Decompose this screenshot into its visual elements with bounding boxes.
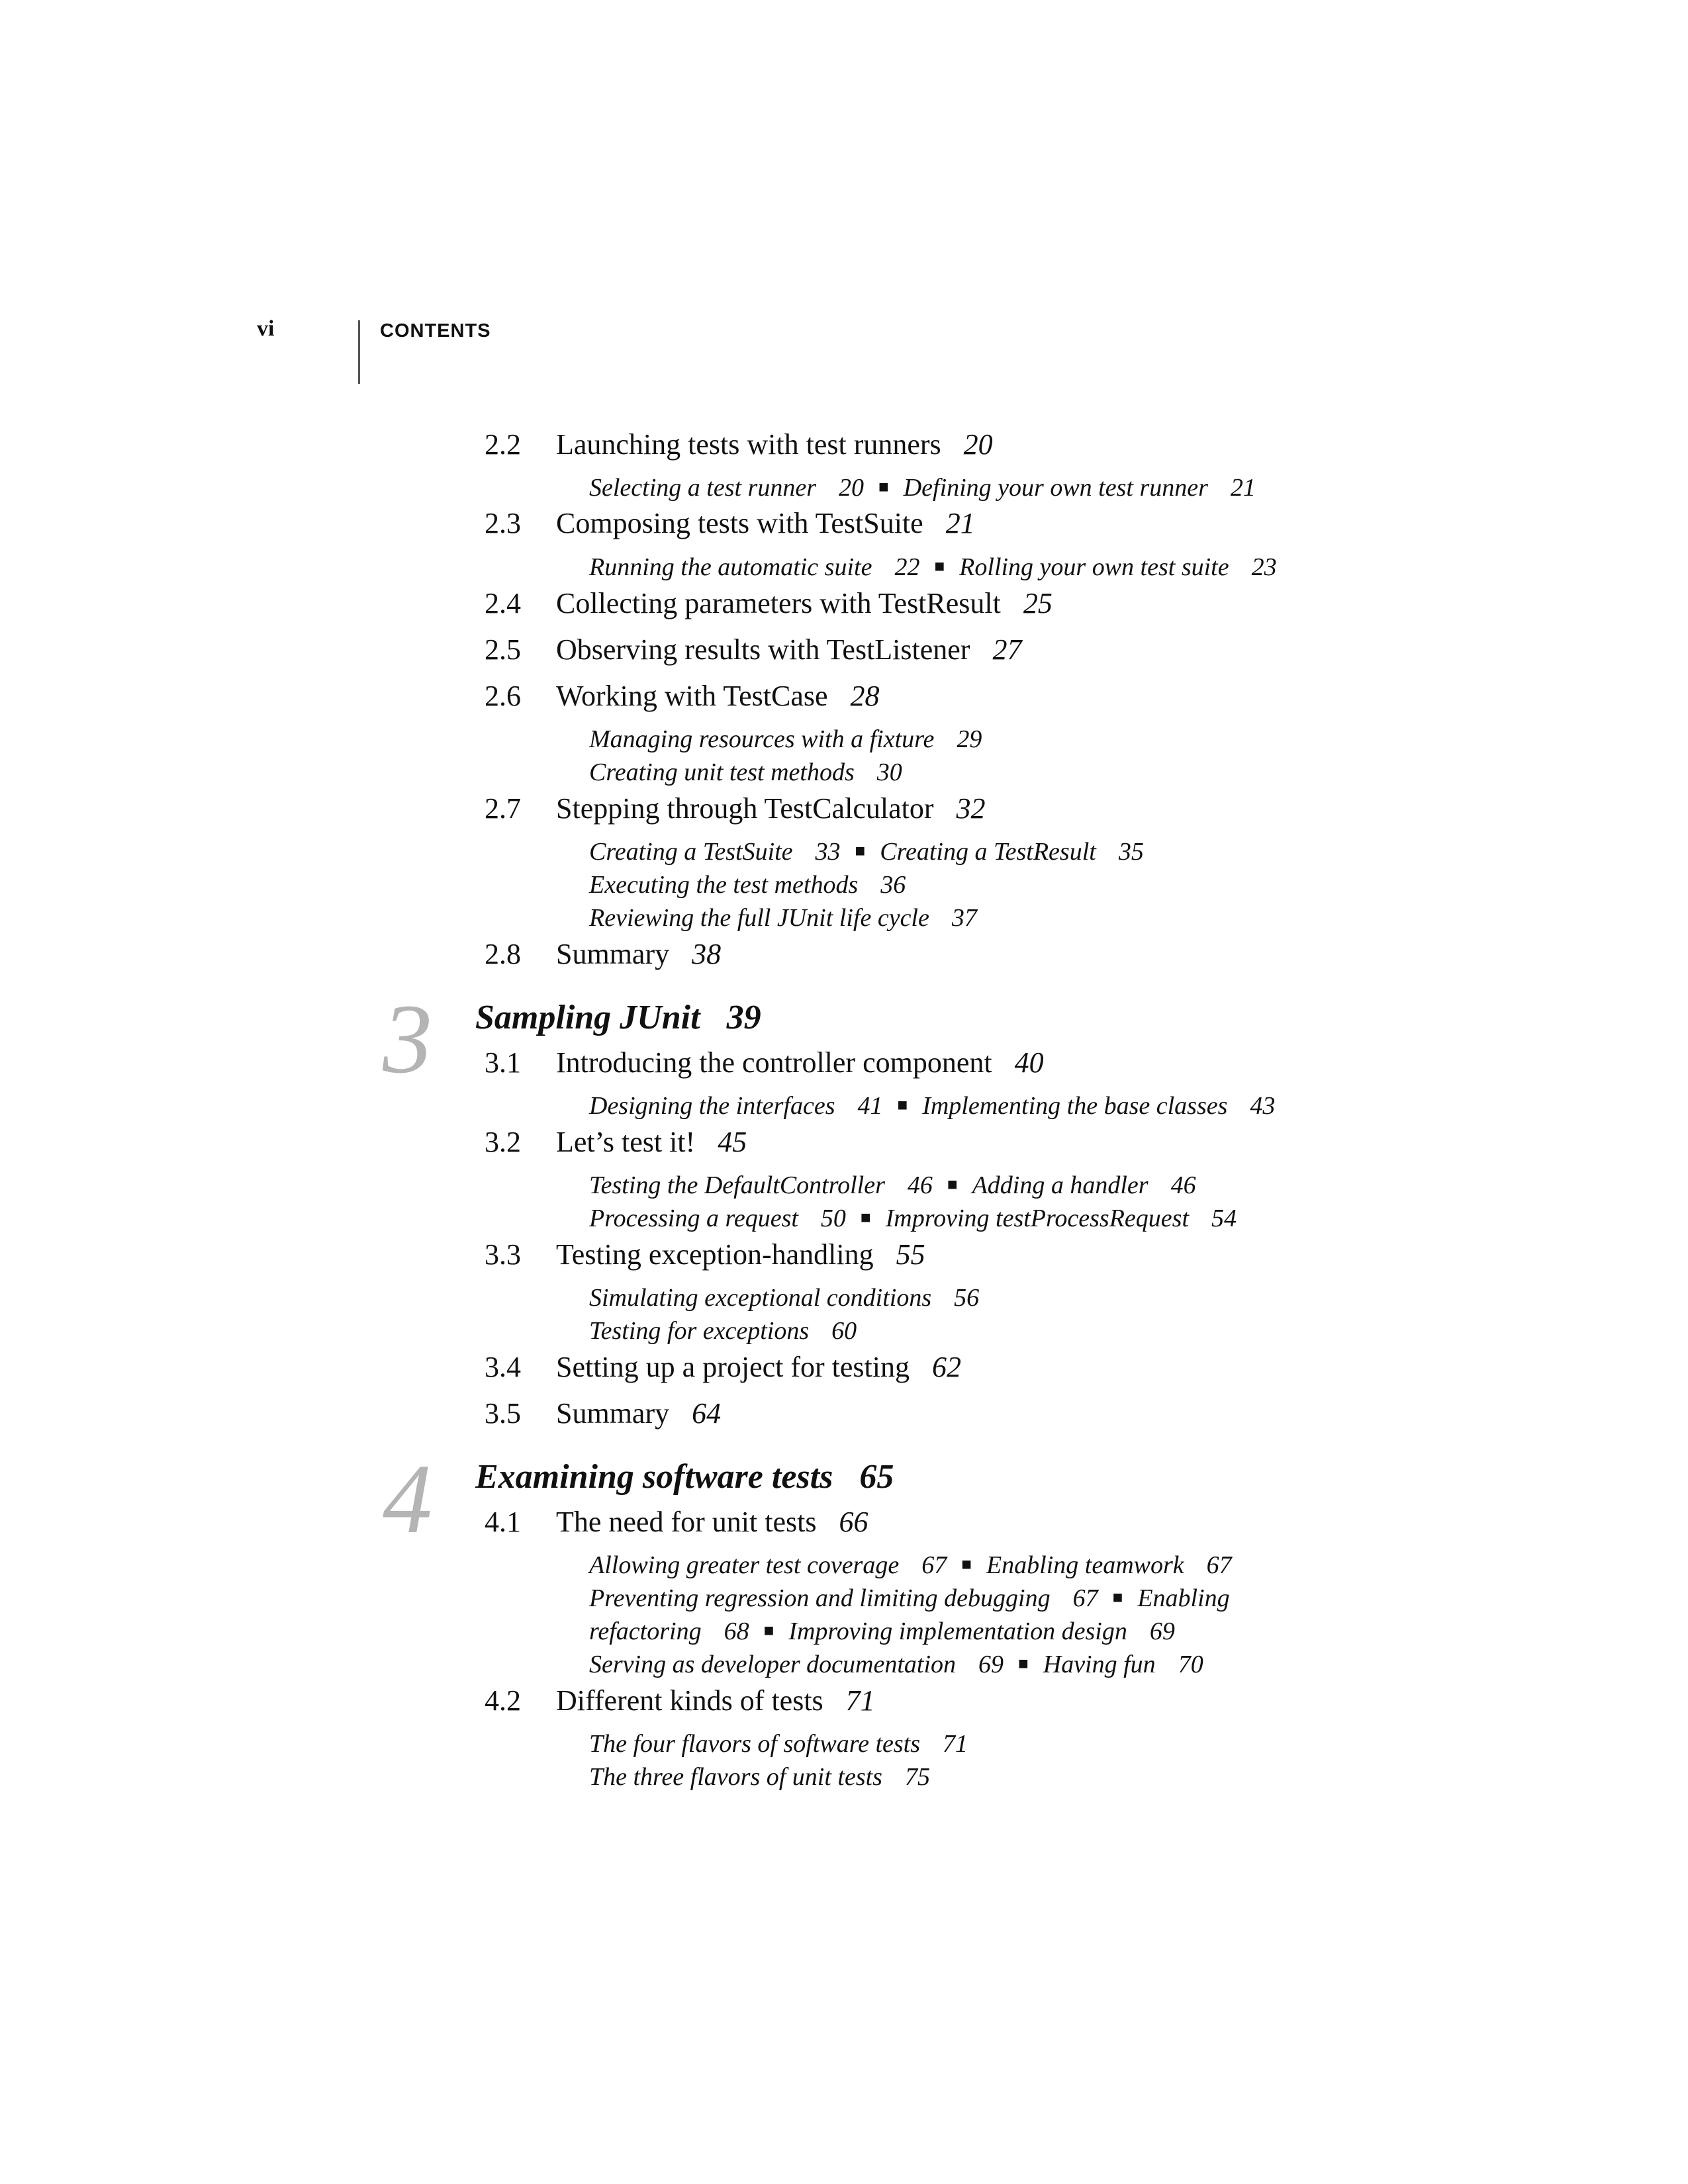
subentry-page: 60 xyxy=(831,1317,857,1345)
subentry-title[interactable]: Processing a request xyxy=(589,1205,798,1232)
section-page: 28 xyxy=(850,680,880,712)
toc-section-4-1[interactable] xyxy=(485,1508,868,1537)
subentry-page: 23 xyxy=(1251,553,1277,581)
subentry-page: 43 xyxy=(1250,1092,1276,1120)
header-divider xyxy=(358,320,360,384)
subentry-title[interactable]: Rolling your own test suite xyxy=(959,553,1229,581)
chapter-title: Examining software tests xyxy=(475,1458,833,1496)
section-page: 25 xyxy=(1023,587,1053,619)
subentry-page: 30 xyxy=(876,758,902,786)
subentry-title[interactable]: Simulating exceptional conditions xyxy=(589,1284,932,1312)
chapter-page: 65 xyxy=(859,1458,894,1496)
subentry-page: 67 xyxy=(921,1551,947,1579)
section-page: 40 xyxy=(1014,1046,1044,1079)
section-title: Testing exception-handling xyxy=(556,1238,874,1271)
bullet-separator: ■ xyxy=(763,1621,774,1640)
subentry-title[interactable]: Managing resources with a fixture xyxy=(589,725,935,753)
toc-section-3-3[interactable] xyxy=(485,1240,925,1269)
section-title: Launching tests with test runners xyxy=(556,428,941,461)
section-number: 3.2 xyxy=(485,1126,521,1158)
section-number: 3.3 xyxy=(485,1238,521,1271)
toc-subentries-4-1-line1 xyxy=(589,1553,1232,1578)
subentry-page: 46 xyxy=(1170,1171,1196,1199)
toc-subentries-2-2 xyxy=(589,475,1256,500)
subentry-page: 69 xyxy=(1149,1617,1175,1645)
subentry-page: 36 xyxy=(880,871,906,899)
bullet-separator: ■ xyxy=(961,1555,972,1574)
subentry-title[interactable]: Preventing regression and limiting debugging xyxy=(589,1584,1051,1612)
section-number: 4.1 xyxy=(485,1506,521,1538)
subentry-title[interactable]: Creating a TestResult xyxy=(880,838,1096,866)
section-page: 45 xyxy=(718,1126,747,1158)
subentry-title[interactable]: Running the automatic suite xyxy=(589,553,872,581)
subentry-title[interactable]: Serving as developer documentation xyxy=(589,1651,957,1678)
toc-subentries-2-6-line2 xyxy=(589,760,902,785)
toc-subentries-2-7-line2 xyxy=(589,872,906,897)
subentry-page: 70 xyxy=(1178,1651,1203,1678)
toc-section-4-2[interactable] xyxy=(485,1686,875,1715)
section-title: Let’s test it! xyxy=(556,1126,696,1158)
toc-subentries-2-6-line1 xyxy=(589,727,982,752)
subentry-page: 68 xyxy=(724,1617,749,1645)
toc-section-2-2[interactable] xyxy=(485,430,993,459)
subentry-title[interactable]: Enabling teamwork xyxy=(986,1551,1184,1579)
section-number: 2.2 xyxy=(485,428,521,461)
section-title: Composing tests with TestSuite xyxy=(556,507,923,539)
subentry-page: 67 xyxy=(1072,1584,1098,1612)
section-title: Stepping through TestCalculator xyxy=(556,792,934,825)
subentry-page: 33 xyxy=(815,838,841,866)
toc-subentries-4-1-line4 xyxy=(589,1652,1203,1677)
subentry-page: 35 xyxy=(1118,838,1144,866)
toc-subentries-3-2-line2 xyxy=(589,1206,1237,1231)
section-number: 4.2 xyxy=(485,1684,521,1717)
toc-subentries-4-2-line2 xyxy=(589,1764,930,1790)
subentry-page: 67 xyxy=(1206,1551,1232,1579)
subentry-title[interactable]: Creating unit test methods xyxy=(589,758,855,786)
section-page: 62 xyxy=(932,1351,961,1383)
chapter-page: 39 xyxy=(726,999,761,1036)
subentry-title[interactable]: refactoring xyxy=(589,1617,702,1645)
subentry-page: 21 xyxy=(1230,474,1256,502)
subentry-title[interactable]: Adding a handler xyxy=(972,1171,1149,1199)
toc-subentries-2-7-line3 xyxy=(589,905,977,931)
section-title: Observing results with TestListener xyxy=(556,633,970,666)
toc-subentries-3-2-line1 xyxy=(589,1173,1196,1198)
section-number: 2.5 xyxy=(485,633,521,666)
section-title: Collecting parameters with TestResult xyxy=(556,587,1001,619)
chapter-number-4: 4 xyxy=(383,1444,432,1554)
section-title: Summary xyxy=(556,1397,670,1430)
section-number: 2.8 xyxy=(485,938,521,970)
subentry-title[interactable]: The four flavors of software tests xyxy=(589,1730,921,1758)
toc-section-3-5[interactable] xyxy=(485,1399,721,1428)
section-title: Setting up a project for testing xyxy=(556,1351,910,1383)
section-number: 2.4 xyxy=(485,587,521,619)
subentry-title[interactable]: Improving testProcessRequest xyxy=(885,1205,1189,1232)
bullet-separator: ■ xyxy=(897,1095,908,1115)
subentry-title[interactable]: Allowing greater test coverage xyxy=(589,1551,900,1579)
section-number: 3.4 xyxy=(485,1351,521,1383)
subentry-title[interactable]: Having fun xyxy=(1043,1651,1156,1678)
subentry-page: 71 xyxy=(943,1730,968,1758)
toc-chapter-3[interactable] xyxy=(475,1001,761,1035)
toc-chapter-4[interactable] xyxy=(475,1460,894,1494)
running-title: CONTENTS xyxy=(380,320,491,341)
section-title: Introducing the controller component xyxy=(556,1046,992,1079)
subentry-page: 50 xyxy=(820,1205,846,1232)
subentry-page: 41 xyxy=(857,1092,883,1120)
subentry-title[interactable]: Selecting a test runner xyxy=(589,474,816,502)
bullet-separator: ■ xyxy=(947,1175,958,1194)
toc-subentries-2-7-line1 xyxy=(589,839,1144,864)
page-number-roman: vi xyxy=(257,316,275,341)
section-page: 64 xyxy=(692,1397,722,1430)
toc-section-2-7[interactable] xyxy=(485,794,985,823)
section-number: 2.3 xyxy=(485,507,521,539)
subentry-title[interactable]: The three flavors of unit tests xyxy=(589,1763,882,1791)
subentry-page: 54 xyxy=(1211,1205,1237,1232)
section-page: 38 xyxy=(692,938,722,970)
section-page: 66 xyxy=(839,1506,868,1538)
toc-subentries-4-2-line1 xyxy=(589,1731,968,1756)
toc-section-2-3[interactable] xyxy=(485,509,975,538)
bullet-separator: ■ xyxy=(878,477,889,496)
toc-section-3-1[interactable] xyxy=(485,1048,1044,1077)
subentry-title[interactable]: Improving implementation design xyxy=(788,1617,1127,1645)
subentry-title[interactable]: Reviewing the full JUnit life cycle xyxy=(589,904,929,932)
subentry-title[interactable]: Defining your own test runner xyxy=(903,474,1208,502)
toc-subentries-4-1-line3 xyxy=(589,1619,1175,1644)
section-page: 32 xyxy=(956,792,986,825)
toc-section-3-4[interactable] xyxy=(485,1353,961,1382)
bullet-separator: ■ xyxy=(860,1208,871,1227)
subentry-title[interactable]: Creating a TestSuite xyxy=(589,838,793,866)
section-page: 55 xyxy=(896,1238,925,1271)
bullet-separator: ■ xyxy=(855,841,866,860)
subentry-page: 20 xyxy=(838,474,864,502)
toc-subentries-3-1 xyxy=(589,1093,1275,1118)
toc-subentries-3-3-line2 xyxy=(589,1318,857,1343)
section-number: 3.1 xyxy=(485,1046,521,1079)
subentry-page: 75 xyxy=(904,1763,930,1791)
subentry-title[interactable]: Enabling xyxy=(1137,1584,1230,1612)
section-number: 2.7 xyxy=(485,792,521,825)
chapter-title: Sampling JUnit xyxy=(475,999,700,1036)
section-title: Summary xyxy=(556,938,670,970)
toc-subentries-3-3-line1 xyxy=(589,1285,979,1310)
section-page: 27 xyxy=(992,633,1022,666)
chapter-number-3: 3 xyxy=(383,984,432,1094)
subentry-page: 37 xyxy=(951,904,977,932)
subentry-title[interactable]: Designing the interfaces xyxy=(589,1092,835,1120)
subentry-page: 69 xyxy=(978,1651,1004,1678)
toc-section-2-6[interactable] xyxy=(485,682,880,711)
section-page: 20 xyxy=(963,428,993,461)
subentry-page: 56 xyxy=(954,1284,980,1312)
section-title: Working with TestCase xyxy=(556,680,828,712)
section-number: 3.5 xyxy=(485,1397,521,1430)
bullet-separator: ■ xyxy=(1018,1654,1029,1673)
subentry-page: 29 xyxy=(957,725,982,753)
section-page: 21 xyxy=(945,507,975,539)
toc-subentries-4-1-line2 xyxy=(589,1586,1230,1611)
section-title: Different kinds of tests xyxy=(556,1684,823,1717)
toc-section-2-5[interactable] xyxy=(485,635,1021,664)
toc-section-2-8[interactable] xyxy=(485,940,721,969)
toc-section-3-2[interactable] xyxy=(485,1128,747,1157)
subentry-title[interactable]: Testing for exceptions xyxy=(589,1317,810,1345)
subentry-page: 46 xyxy=(907,1171,933,1199)
section-title: The need for unit tests xyxy=(556,1506,817,1538)
subentry-title[interactable]: Testing the DefaultController xyxy=(589,1171,885,1199)
bullet-separator: ■ xyxy=(1112,1588,1123,1607)
section-page: 71 xyxy=(845,1684,875,1717)
bullet-separator: ■ xyxy=(934,557,945,576)
toc-section-2-4[interactable] xyxy=(485,589,1053,618)
toc-subentries-2-3 xyxy=(589,555,1277,580)
section-number: 2.6 xyxy=(485,680,521,712)
subentry-title[interactable]: Implementing the base classes xyxy=(922,1092,1228,1120)
subentry-title[interactable]: Executing the test methods xyxy=(589,871,859,899)
subentry-page: 22 xyxy=(894,553,920,581)
